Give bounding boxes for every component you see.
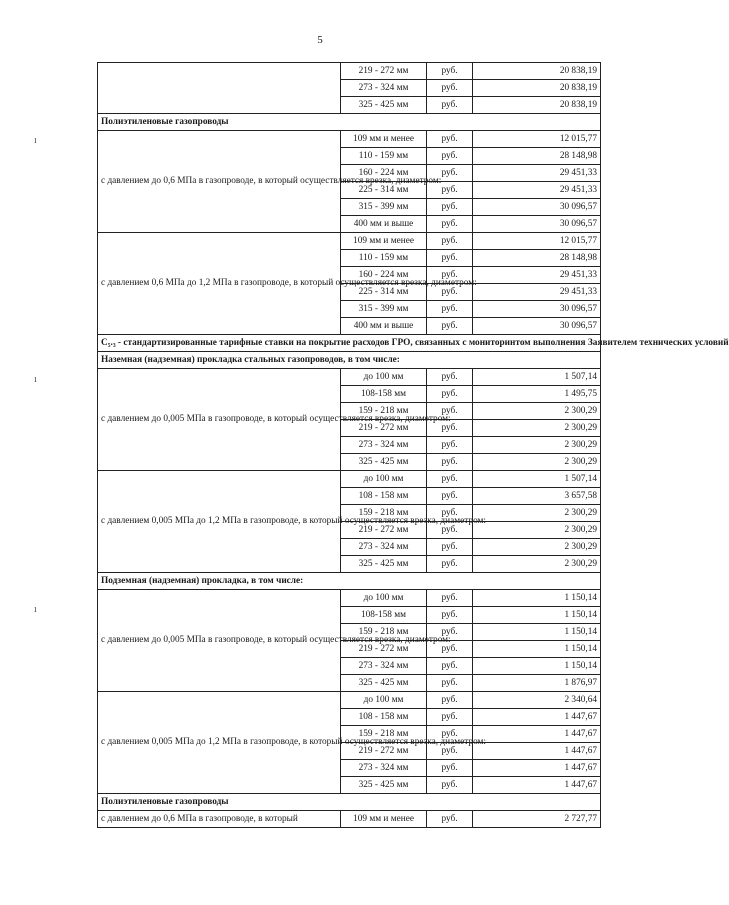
price-cell: 1 447,67 [473, 760, 601, 777]
unit-cell: руб. [427, 607, 473, 624]
unit-cell: руб. [427, 658, 473, 675]
size-cell: 108-158 мм [341, 386, 427, 403]
size-cell: 159 - 218 мм [341, 624, 427, 641]
table-row [98, 692, 601, 709]
size-cell: 225 - 314 мм [341, 182, 427, 199]
unit-cell: руб. [427, 301, 473, 318]
price-cell: 2 340,64 [473, 692, 601, 709]
unit-cell: руб. [427, 675, 473, 692]
size-cell: 273 - 324 мм [341, 80, 427, 97]
unit-cell: руб. [427, 488, 473, 505]
unit-cell: руб. [427, 148, 473, 165]
price-cell: 20 838,19 [473, 63, 601, 80]
group-description: с давлением 0,005 МПа до 1,2 МПа в газопроводе, в который осуществляется врезка, диаметром: [98, 692, 341, 794]
unit-cell: руб. [427, 726, 473, 743]
unit-cell: руб. [427, 80, 473, 97]
size-cell: 273 - 324 мм [341, 760, 427, 777]
price-cell: 30 096,57 [473, 199, 601, 216]
price-cell: 2 300,29 [473, 454, 601, 471]
size-cell: 273 - 324 мм [341, 658, 427, 675]
page-number: 5 [317, 34, 323, 46]
price-cell: 12 015,77 [473, 233, 601, 250]
group-description: с давлением 0,005 МПа до 1,2 МПа в газопроводе, в который осуществляется врезка, диаметром: [98, 471, 341, 573]
price-cell: 1 447,67 [473, 777, 601, 794]
unit-cell: руб. [427, 403, 473, 420]
unit-cell: руб. [427, 216, 473, 233]
table-row [98, 590, 601, 607]
table-row [98, 131, 601, 148]
size-cell: 109 мм и менее [341, 811, 427, 828]
size-cell: до 100 мм [341, 692, 427, 709]
size-cell: 219 - 272 мм [341, 420, 427, 437]
unit-cell: руб. [427, 318, 473, 335]
price-cell: 28 148,98 [473, 250, 601, 267]
size-cell: 110 - 159 мм [341, 148, 427, 165]
price-cell: 20 838,19 [473, 97, 601, 114]
size-cell: 400 мм и выше [341, 318, 427, 335]
price-cell: 29 451,33 [473, 284, 601, 301]
section-header-row [98, 335, 601, 352]
size-cell: до 100 мм [341, 590, 427, 607]
unit-cell: руб. [427, 420, 473, 437]
unit-cell: руб. [427, 556, 473, 573]
size-cell: 160 - 224 мм [341, 165, 427, 182]
group-description: с давлением до 0,6 МПа в газопроводе, в который осуществляется врезка, диаметром: [98, 131, 341, 233]
unit-cell: руб. [427, 250, 473, 267]
unit-cell: руб. [427, 641, 473, 658]
size-cell: 219 - 272 мм [341, 743, 427, 760]
group-description: с давлением до 0,005 МПа в газопроводе, в который осуществляется врезка, диаметром: [98, 590, 341, 692]
price-cell: 1 150,14 [473, 658, 601, 675]
size-cell: 325 - 425 мм [341, 556, 427, 573]
section-header-row [98, 114, 601, 131]
description-cell [98, 63, 341, 114]
size-cell: 273 - 324 мм [341, 539, 427, 556]
unit-cell: руб. [427, 63, 473, 80]
unit-cell: руб. [427, 182, 473, 199]
unit-cell: руб. [427, 165, 473, 182]
margin-mark: ı [34, 604, 37, 615]
size-cell: 109 мм и менее [341, 131, 427, 148]
unit-cell: руб. [427, 97, 473, 114]
table-row [98, 471, 601, 488]
size-cell: 315 - 399 мм [341, 301, 427, 318]
size-cell: 325 - 425 мм [341, 454, 427, 471]
price-cell: 29 451,33 [473, 165, 601, 182]
price-cell: 2 300,29 [473, 420, 601, 437]
unit-cell: руб. [427, 743, 473, 760]
section-title: Полиэтиленовые газопроводы [98, 114, 601, 131]
price-cell: 20 838,19 [473, 80, 601, 97]
price-cell: 28 148,98 [473, 148, 601, 165]
price-cell: 1 447,67 [473, 709, 601, 726]
size-cell: 108-158 мм [341, 607, 427, 624]
section-title: Полиэтиленовые газопроводы [98, 794, 601, 811]
price-cell: 1 150,14 [473, 624, 601, 641]
price-cell: 1 876,97 [473, 675, 601, 692]
price-cell: 29 451,33 [473, 182, 601, 199]
price-cell: 1 447,67 [473, 726, 601, 743]
unit-cell: руб. [427, 199, 473, 216]
size-cell: 325 - 425 мм [341, 777, 427, 794]
size-cell: 109 мм и менее [341, 233, 427, 250]
size-cell: 400 мм и выше [341, 216, 427, 233]
table-row [98, 811, 601, 828]
size-cell: 325 - 425 мм [341, 675, 427, 692]
table-row [98, 63, 601, 80]
unit-cell: руб. [427, 284, 473, 301]
price-cell: 1 447,67 [473, 743, 601, 760]
unit-cell: руб. [427, 590, 473, 607]
margin-mark: ı [34, 135, 37, 146]
unit-cell: руб. [427, 522, 473, 539]
unit-cell: руб. [427, 692, 473, 709]
unit-cell: руб. [427, 454, 473, 471]
price-cell: 2 300,29 [473, 403, 601, 420]
size-cell: до 100 мм [341, 369, 427, 386]
size-cell: 315 - 399 мм [341, 199, 427, 216]
size-cell: 108 - 158 мм [341, 488, 427, 505]
price-cell: 1 507,14 [473, 369, 601, 386]
price-cell: 2 727,77 [473, 811, 601, 828]
price-cell: 1 495,75 [473, 386, 601, 403]
unit-cell: руб. [427, 233, 473, 250]
size-cell: 159 - 218 мм [341, 505, 427, 522]
price-cell: 1 507,14 [473, 471, 601, 488]
unit-cell: руб. [427, 471, 473, 488]
price-cell: 12 015,77 [473, 131, 601, 148]
margin-mark: ı [34, 374, 37, 385]
group-description: с давлением 0,6 МПа до 1,2 МПа в газопроводе, в который осуществляется врезка, диаметром: [98, 233, 341, 335]
price-cell: 3 657,58 [473, 488, 601, 505]
unit-cell: руб. [427, 777, 473, 794]
section-title: Наземная (надземная) прокладка стальных газопроводов, в том числе: [98, 352, 601, 369]
unit-cell: руб. [427, 539, 473, 556]
section-title: Подземная (надземная) прокладка, в том числе: [98, 573, 601, 590]
unit-cell: руб. [427, 131, 473, 148]
section-header-row [98, 352, 601, 369]
price-cell: 30 096,57 [473, 318, 601, 335]
price-cell: 1 150,14 [473, 590, 601, 607]
size-cell: 225 - 314 мм [341, 284, 427, 301]
size-cell: 110 - 159 мм [341, 250, 427, 267]
table-row [98, 369, 601, 386]
unit-cell: руб. [427, 709, 473, 726]
unit-cell: руб. [427, 505, 473, 522]
size-cell: 219 - 272 мм [341, 63, 427, 80]
price-cell: 29 451,33 [473, 267, 601, 284]
size-cell: до 100 мм [341, 471, 427, 488]
size-cell: 219 - 272 мм [341, 522, 427, 539]
unit-cell: руб. [427, 811, 473, 828]
unit-cell: руб. [427, 369, 473, 386]
price-cell: 30 096,57 [473, 301, 601, 318]
unit-cell: руб. [427, 760, 473, 777]
price-cell: 2 300,29 [473, 556, 601, 573]
size-cell: 159 - 218 мм [341, 726, 427, 743]
size-cell: 219 - 272 мм [341, 641, 427, 658]
group-description: с давлением до 0,005 МПа в газопроводе, в который осуществляется врезка, диаметром: [98, 369, 341, 471]
group-description: с давлением до 0,6 МПа в газопроводе, в который [98, 811, 341, 828]
price-cell: 2 300,29 [473, 437, 601, 454]
unit-cell: руб. [427, 624, 473, 641]
size-cell: 108 - 158 мм [341, 709, 427, 726]
price-cell: 1 150,14 [473, 641, 601, 658]
size-cell: 325 - 425 мм [341, 97, 427, 114]
price-cell: 30 096,57 [473, 216, 601, 233]
price-cell: 2 300,29 [473, 539, 601, 556]
table-row [98, 233, 601, 250]
section-title: С₅.₃ - стандартизированные тарифные ставки на покрытие расходов ГРО, связанных с мониторинтом выполнения Заявителем технических условий [98, 335, 601, 352]
unit-cell: руб. [427, 267, 473, 284]
size-cell: 160 - 224 мм [341, 267, 427, 284]
price-cell: 2 300,29 [473, 505, 601, 522]
price-cell: 2 300,29 [473, 522, 601, 539]
size-cell: 159 - 218 мм [341, 403, 427, 420]
size-cell: 273 - 324 мм [341, 437, 427, 454]
section-header-row [98, 573, 601, 590]
unit-cell: руб. [427, 437, 473, 454]
unit-cell: руб. [427, 386, 473, 403]
section-header-row [98, 794, 601, 811]
price-cell: 1 150,14 [473, 607, 601, 624]
tariff-table [97, 62, 729, 828]
